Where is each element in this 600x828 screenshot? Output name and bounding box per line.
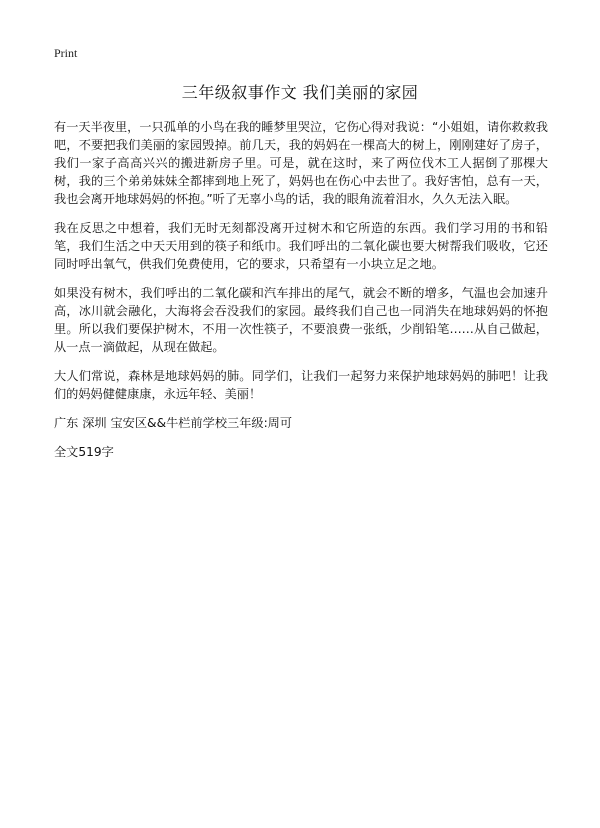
article-paragraph: 有一天半夜里，一只孤单的小鸟在我的睡梦里哭泣，它伤心得对我说：“小姐姐，请你救救我吧，不要把我们美丽的家园毁掉。前几天，我的妈妈在一棵高大的树上，刚刚建好了房子，我们一家子高高兴兴的搬进新房子里。可是，就在这时，来了两位伐木工人据倒了那棵大树，我的三个弟弟妹妹全都摔到地上死了，妈妈也在伤心中去世了。我好害怕，总有一天，我也会离开地球妈妈的怀抱。”听了无辜小鸟的话，我的眼角流着泪水，久久无法入眠。	[54, 120, 548, 206]
article-paragraph: 大人们常说，森林是地球妈妈的肺。同学们，让我们一起努力来保护地球妈妈的肺吧！让我们的妈妈健健康康，永远年轻、美丽！	[54, 369, 548, 401]
article-paragraph: 如果没有树木，我们呼出的二氧化碳和汽车排出的尾气，就会不断的增多，气温也会加速升高，冰川就会融化，大海将会吞没我们的家园。最终我们自己也一同消失在地球妈妈的怀抱里。所以我们要保护树木，不用一次性筷子，不要浪费一张纸，少削铅笔……从自己做起，从一点一滴做起，从现在做起。	[54, 286, 548, 354]
author-signature: 广东 深圳 宝安区&&牛栏前学校三年级:周可	[54, 416, 293, 430]
print-link[interactable]: Print	[54, 46, 78, 60]
article-title: 三年级叙事作文 我们美丽的家园	[181, 83, 419, 102]
word-count: 全文519字	[54, 445, 114, 459]
article-paragraph: 我在反思之中想着，我们无时无刻都没离开过树木和它所造的东西。我们学习用的书和铅笔，我们生活之中天天用到的筷子和纸巾。我们呼出的二氧化碳也要大树帮我们吸收，它还同时呼出氧气，供我们免费使用，它的要求，只希望有一小块立足之地。	[54, 221, 548, 271]
article-body	[54, 118, 548, 461]
